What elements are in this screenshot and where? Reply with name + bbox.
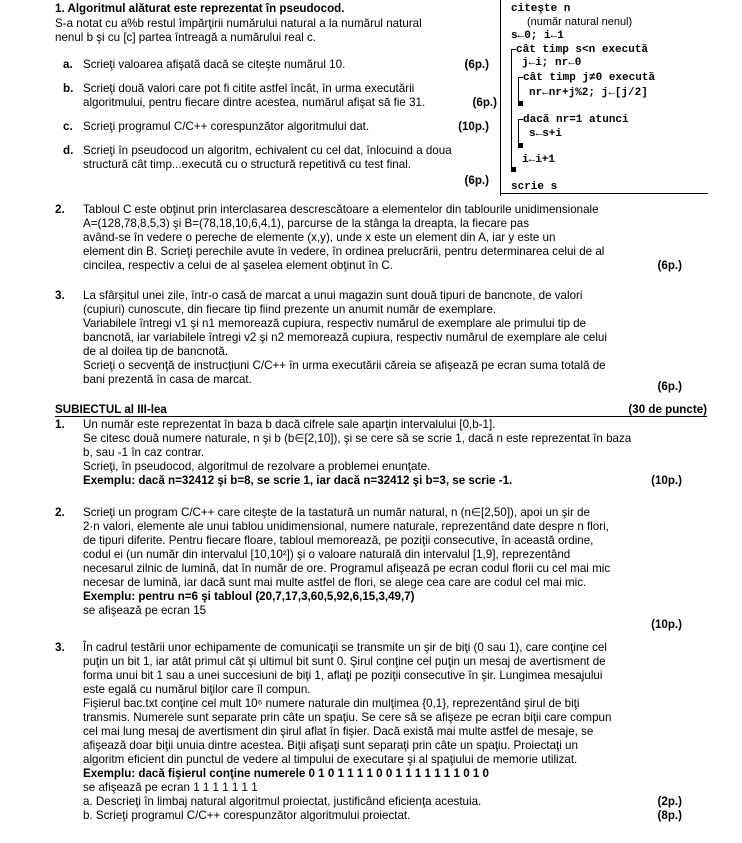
q3-line: Variabilele întregi v1 şi n1 memorează cupiura, respectiv numărul de exemplare ale primului tip de bbox=[83, 317, 587, 330]
subject-3-points: (30 de puncte) bbox=[628, 403, 707, 416]
q1a-points: (6p.) bbox=[464, 58, 489, 71]
s3-q3-line: Fişierul bac.txt conţine cel mult 10⁶ numere naturale din mulţimea {0,1}, reprezentând şirul de biţi bbox=[83, 697, 580, 710]
q2-text bbox=[83, 203, 707, 273]
while-inner-end-marker bbox=[518, 101, 523, 106]
q1b-points: (6p.) bbox=[472, 96, 497, 109]
pseudo-line-write: scrie s bbox=[511, 181, 558, 193]
s3-q3a: a. Descrieţi în limbaj natural algoritmul proiectat, justificând eficienţa acestuia. bbox=[83, 795, 482, 808]
q2-number: 2. bbox=[55, 203, 65, 216]
pseudo-line-inner-body: nr←nr+j%2; j←[j/2] bbox=[529, 87, 648, 99]
q1c-label: c. bbox=[63, 120, 73, 133]
q2-line: cincilea, respectiv a celui de al şaselea element obţinut în C. bbox=[83, 259, 393, 272]
s3-q2-number: 2. bbox=[55, 506, 65, 519]
pseudo-line-comment: (număr natural nenul) bbox=[527, 16, 633, 28]
q1a-label: a. bbox=[63, 58, 73, 71]
if-end-marker bbox=[518, 143, 523, 148]
q1-intro-line2: nenul b şi cu [c] partea întreagă a numărului real c. bbox=[55, 31, 317, 44]
q1b-text-line1: Scrieţi două valori care pot fi citite astfel încât, în urma executării bbox=[83, 82, 415, 95]
s3-q3-text bbox=[83, 641, 707, 823]
q1d-text-line1: Scrieţi în pseudocod un algoritm, echivalent cu cel dat, înlocuind a doua bbox=[83, 144, 452, 157]
while-outer-end-marker bbox=[511, 167, 516, 172]
q3-line: Scrieţi o secvenţă de instrucţiuni C/C++ în urma executării căreia se afişează pe ecran suma totală de bbox=[83, 359, 606, 372]
q3-points: (6p.) bbox=[657, 380, 682, 393]
pseudo-line-init: s←0; i←1 bbox=[511, 30, 564, 42]
pseudo-line-read: citeşte n bbox=[511, 3, 571, 15]
q1d-points: (6p.) bbox=[464, 174, 489, 187]
q1d-label: d. bbox=[63, 144, 74, 157]
s3-q1-line: b, sau -1 în caz contrar. bbox=[83, 446, 205, 459]
q3-line: de al doilea tip de bancnotă. bbox=[83, 345, 229, 358]
q2-points: (6p.) bbox=[657, 259, 682, 272]
pseudo-line-assign: j←i; nr←0 bbox=[522, 57, 582, 69]
s3-q3-line: cel mai lung mesaj de avertisment din şirul aflat în fişier. Dacă există mai multe astfel de mesaje, se bbox=[83, 725, 594, 738]
q1b-label: b. bbox=[63, 82, 74, 95]
s3-q1-line: Se citesc două numere naturale, n şi b (b∈[2,10]), şi se cere să se scrie 1, dacă n este reprezentat în baza bbox=[83, 432, 632, 445]
s3-q3a-points: (2p.) bbox=[657, 795, 682, 808]
pseudo-line-if: dacă nr=1 atunci bbox=[523, 114, 629, 126]
s3-q3-line: transmis. Numerele sunt separate prin câte un spaţiu. Se cere să se afişeze pe ecran biţii care compun bbox=[83, 711, 612, 724]
q1c-points: (10p.) bbox=[458, 120, 489, 133]
s3-q3-example: Exemplu: dacă fişierul conţine numerele 0 1 0 1 1 1 1 0 0 1 1 1 1 1 1 1 0 1 0 bbox=[83, 767, 489, 780]
q1-title: 1. Algoritmul alăturat este reprezentat în pseudocod. bbox=[55, 2, 345, 15]
q3-line: bani prezentă în casa de marcat. bbox=[83, 373, 252, 386]
s3-q2-line: necesar de lumină, iar dacă sunt mai multe astfel de flori, se alege cea care are codul cel mai mic. bbox=[83, 576, 587, 589]
s3-q2-result: se afişează pe ecran 15 bbox=[83, 604, 207, 617]
subject-3-title: SUBIECTUL al III-lea bbox=[55, 403, 167, 416]
q2-line: Tabloul C este obţinut prin interclasarea descrescătoare a elementelor din tablourile unidimensionale bbox=[83, 203, 599, 216]
q2-line: element din B. Scrieţi perechile avute în vedere, în ordinea prelucrării, pentru determinarea celui de al bbox=[83, 245, 605, 258]
s3-q1-example: Exemplu: dacă n=32412 şi b=8, se scrie 1, iar dacă n=32412 şi b=3, se scrie -1. bbox=[83, 474, 513, 487]
s3-q3b: b. Scrieţi programul C/C++ corespunzător algoritmului proiectat. bbox=[83, 809, 411, 822]
q1a-text: Scrieţi valoarea afişată dacă se citeşte numărul 10. bbox=[83, 58, 346, 71]
q3-line: La sfârşitul unei zile, într-o casă de marcat a unui magazin sunt două tipuri de bancnote, de valori bbox=[83, 289, 583, 302]
pseudocode-box bbox=[500, 0, 708, 196]
s3-q2-text bbox=[83, 506, 707, 618]
s3-q1-line: Un număr este reprezentat în baza b dacă cifrele sale aparţin intervalului [0,b-1]. bbox=[83, 418, 496, 431]
q3-line: bancnotă, iar variabilele întregi v2 şi n2 memorează cupiura, respectiv numărul de exemplare ale celui bbox=[83, 331, 607, 344]
while-outer-bracket bbox=[511, 49, 512, 171]
pseudo-line-while-outer: cât timp s<n execută bbox=[516, 44, 649, 56]
s3-q3-line: este egală cu numărul biţilor care îl compun. bbox=[83, 683, 311, 696]
s3-q2-line: 2·n valori, elemente ale unui tablou unidimensional, numere naturale, reprezentând date despre n flori, bbox=[83, 520, 609, 533]
s3-q2-line: codul ei (un număr din intervalul [10,10²]) şi o valoare naturală din intervalul [1,9], reprezentând bbox=[83, 548, 571, 561]
pseudo-line-if-body: s←s+i bbox=[529, 128, 563, 140]
s3-q1-points: (10p.) bbox=[651, 474, 682, 487]
s3-q2-example: Exemplu: pentru n=6 şi tabloul (20,7,17,3,60,5,92,6,15,3,49,7) bbox=[83, 590, 415, 603]
s3-q1-text bbox=[83, 418, 707, 488]
pseudo-line-while-inner: cât timp j≠0 execută bbox=[523, 72, 656, 84]
s3-q3-number: 3. bbox=[55, 641, 65, 654]
pseudo-line-increment: i←i+1 bbox=[522, 154, 556, 166]
s3-q3-result: se afişează pe ecran 1 1 1 1 1 1 1 bbox=[83, 781, 258, 794]
q3-number: 3. bbox=[55, 289, 65, 302]
s3-q2-line: Scrieţi un program C/C++ care citeşte de la tastatură un număr natural, n (n∈[2,50]), apoi un şir de bbox=[83, 506, 590, 519]
q1b-text-line2: algoritmului, pentru fiecare dintre acestea, numărul afişat să fie 31. bbox=[83, 96, 426, 109]
s3-q3-line: În cadrul testării unor echipamente de comunicaţii se transmite un şir de biţi (0 sau 1), care conţine cel bbox=[83, 641, 607, 654]
s3-q3-line: algoritm eficient din punctul de vedere al timpului de executare şi al spaţiului de memorie utilizat. bbox=[83, 753, 578, 766]
s3-q2-line: de tipuri diferite. Pentru fiecare floare, tabloul memorează, pe poziţii consecutive, în această ordine, bbox=[83, 534, 594, 547]
s3-q3b-points: (8p.) bbox=[657, 809, 682, 822]
s3-q1-line: Scrieţi, în pseudocod, algoritmul de rezolvare a problemei enunţate. bbox=[83, 460, 431, 473]
q3-line: (cupiuri) cunoscute, din fiecare tip fiind prezente un anumit număr de exemplare. bbox=[83, 303, 497, 316]
s3-q3-line: puţin un bit 1, iar atât primul cât şi ultimul bit sunt 0. Şirul conţine cel puţin un mesaj de avertisment de bbox=[83, 655, 606, 668]
q2-line: A=(128,78,8,5,3) şi B=(78,18,10,6,4,1), parcurse de la stânga la dreapta, la fiecare pas bbox=[83, 217, 529, 230]
subject-3-header bbox=[55, 403, 707, 417]
q1d-text-line2: structură cât timp...execută cu o structură repetitivă cu test final. bbox=[83, 158, 411, 171]
s3-q3-line: afişează doar biţii unuia dintre acestea. Biţii afişaţi sunt separaţi prin câte un spaţiu. Proiectaţi un bbox=[83, 739, 578, 752]
s3-q3-line: forma unui bit 1 sau a unei succesiuni de biţi 1, aflaţi pe poziţii consecutive în şir. Lungimea mesajului bbox=[83, 669, 603, 682]
q1c-text: Scrieţi programul C/C++ corespunzător algoritmului dat. bbox=[83, 120, 370, 133]
q1-intro-line1: S-a notat cu a%b restul împărţirii numărului natural a la numărul natural bbox=[55, 17, 422, 30]
s3-q2-line: necesarul zilnic de lumină, dat în număr de ore. Programul afişează pe ecran codul florii cu cel mai mic bbox=[83, 562, 611, 575]
s3-q1-number: 1. bbox=[55, 418, 65, 431]
q2-line: având-se în vedere o pereche de elemente (x,y), unde x este un element din A, iar y este un bbox=[83, 231, 556, 244]
s3-q2-points: (10p.) bbox=[651, 618, 682, 631]
q3-text bbox=[83, 289, 707, 387]
